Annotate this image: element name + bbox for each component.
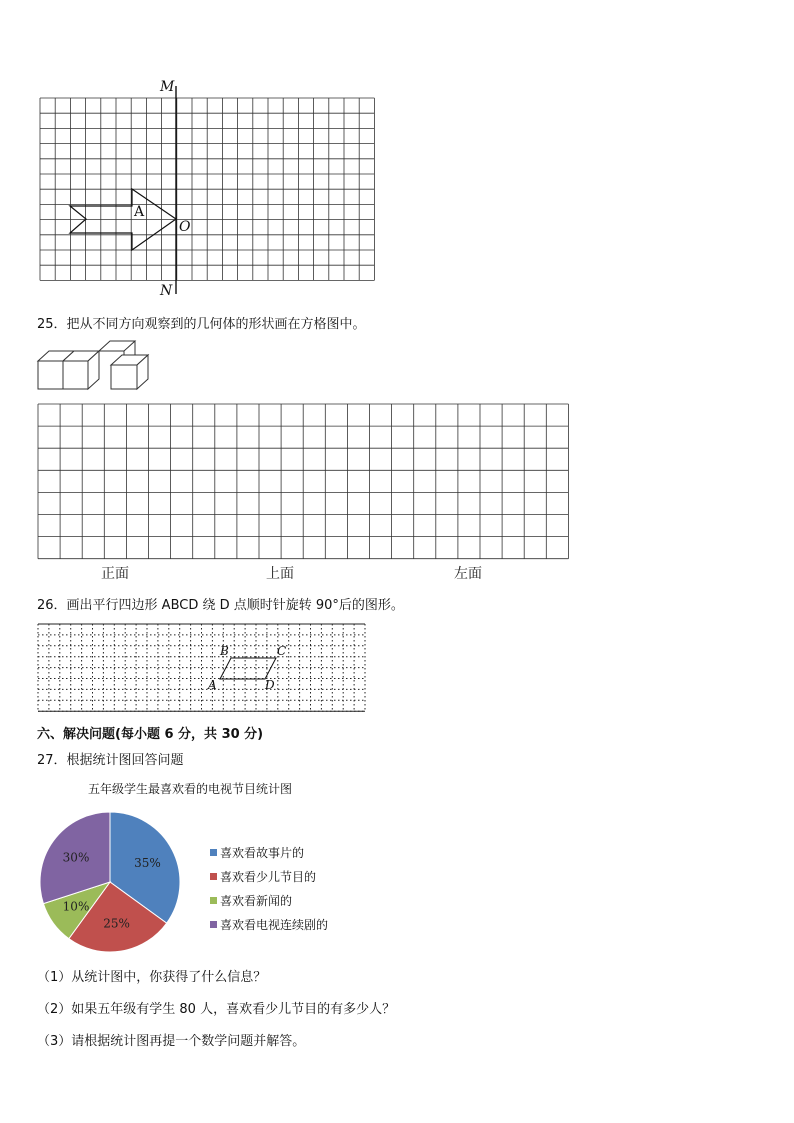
label-a: A <box>134 204 145 220</box>
label-c: C <box>277 644 287 658</box>
pie-data-label: 25% <box>103 916 130 931</box>
section6-title: 六、解决问题(每小题 6 分，共 30 分) <box>37 727 264 742</box>
view-label-left: 左面 <box>454 566 482 582</box>
q27-sub3: （3）请根据统计图再提一个数学问题并解答。 <box>37 1034 306 1049</box>
q24-grid <box>40 98 374 280</box>
q25-grid <box>0 400 794 560</box>
chart-title: 五年级学生最喜欢看的电视节目统计图 <box>88 782 293 796</box>
q26-dot-grid <box>0 620 794 720</box>
pie-data-label: 10% <box>62 899 90 914</box>
view-label-top: 上面 <box>266 566 294 582</box>
q27-sub1: （1）从统计图中，你获得了什么信息？ <box>37 970 267 985</box>
legend-item-children <box>210 868 316 885</box>
label-o: O <box>179 219 191 235</box>
legend-item-story <box>210 844 304 861</box>
q24-figure <box>0 0 794 300</box>
legend-item-series <box>210 916 328 933</box>
q25-text: 25．把从不同方向观察到的几何体的形状画在方格图中。 <box>37 317 366 332</box>
legend-swatch <box>210 921 217 928</box>
label-b: B <box>220 644 229 658</box>
q27-sub2: （2）如果五年级有学生 80 人，喜欢看少儿节目的有多少人？ <box>37 1002 396 1017</box>
legend-label: 喜欢看新闻的 <box>220 894 293 908</box>
legend-label: 喜欢看故事片的 <box>220 846 305 860</box>
legend-label: 喜欢看电视连续剧的 <box>220 918 329 932</box>
q26-text: 26．画出平行四边形 ABCD 绕 D 点顺时针旋转 90°后的图形。 <box>37 598 404 613</box>
parallelogram-abcd <box>220 658 276 679</box>
pie-data-label: 30% <box>62 850 90 865</box>
pie-data-label: 35% <box>134 855 161 870</box>
cube-solid-figure <box>0 338 794 398</box>
legend-swatch <box>210 849 217 856</box>
q27-text: 27．根据统计图回答问题 <box>37 753 184 768</box>
legend-label: 喜欢看少儿节目的 <box>220 870 317 884</box>
label-n: N <box>160 283 173 299</box>
legend-item-news <box>210 892 292 909</box>
legend-swatch <box>210 873 217 880</box>
pie-chart <box>0 800 794 960</box>
label-d: D <box>265 678 275 692</box>
label-m: M <box>160 79 175 95</box>
legend-swatch <box>210 897 217 904</box>
view-label-front: 正面 <box>101 566 129 582</box>
label-a-parallelogram: A <box>208 678 217 692</box>
